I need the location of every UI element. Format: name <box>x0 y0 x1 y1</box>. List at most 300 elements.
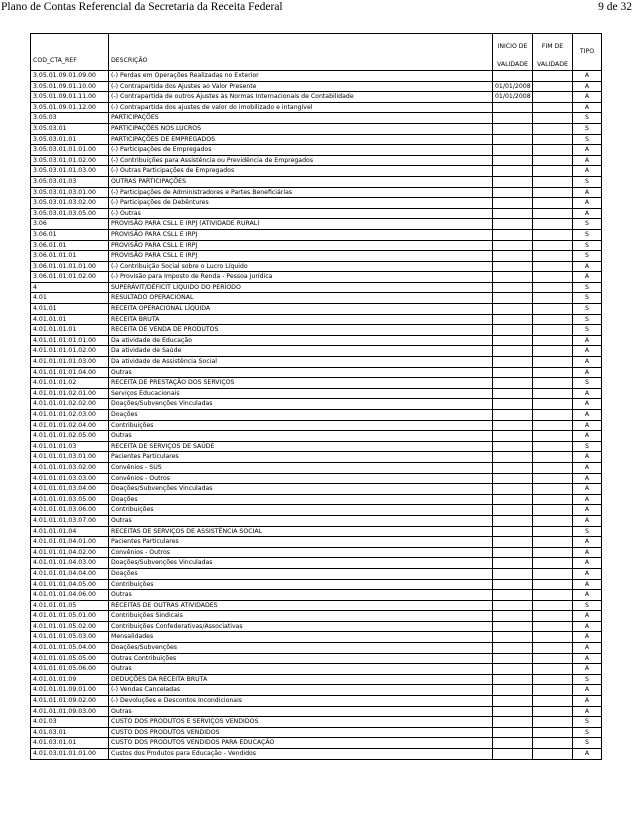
table-row <box>31 378 602 389</box>
cell-end-validity <box>533 643 573 654</box>
cell-end-validity <box>533 611 573 622</box>
cell-description: PROVISÃO PARA CSLL E IRPJ <box>109 240 493 251</box>
cell-description: Doações/Subvenções Vinculadas <box>109 399 493 410</box>
cell-end-validity <box>533 685 573 696</box>
cell-end-validity <box>533 187 573 198</box>
cell-type: A <box>573 452 602 463</box>
cell-start-validity <box>493 113 533 124</box>
cell-description: RESULTADO OPERACIONAL <box>109 293 493 304</box>
page-number: 9 de 32 <box>598 1 632 13</box>
cell-code: 4.01.01.01.01.03.00 <box>31 357 109 368</box>
cell-start-validity <box>493 749 533 760</box>
column-header-end-line2: VALIDADE <box>537 61 568 69</box>
cell-start-validity <box>493 187 533 198</box>
cell-end-validity <box>533 123 573 134</box>
table-row <box>31 240 602 251</box>
cell-start-validity <box>493 357 533 368</box>
cell-end-validity <box>533 664 573 675</box>
table-row <box>31 357 602 368</box>
cell-end-validity <box>533 304 573 315</box>
cell-type: A <box>573 81 602 92</box>
cell-start-validity <box>493 526 533 537</box>
cell-code: 4.01.01.01.05.02.00 <box>31 621 109 632</box>
cell-end-validity <box>533 251 573 262</box>
cell-code: 4.01.01.01.09.01.00 <box>31 685 109 696</box>
cell-description: (-) Devoluções e Descontos Incondicionais <box>109 696 493 707</box>
cell-type: A <box>573 696 602 707</box>
cell-end-validity <box>533 558 573 569</box>
cell-description: Convênios - Outros <box>109 547 493 558</box>
cell-type: S <box>573 113 602 124</box>
cell-type: A <box>573 494 602 505</box>
table-row <box>31 166 602 177</box>
cell-description: Convênios - SUS <box>109 462 493 473</box>
cell-code: 4.01.01.01.02.03.00 <box>31 410 109 421</box>
page-header <box>0 0 638 18</box>
cell-type: A <box>573 484 602 495</box>
cell-description: Contribuições <box>109 505 493 516</box>
cell-description: RECEITAS DE OUTRAS ATIVIDADES <box>109 600 493 611</box>
cell-code: 3.05.01.09.01.10.00 <box>31 81 109 92</box>
cell-start-validity <box>493 473 533 484</box>
cell-code: 4.01.01.01.04.06.00 <box>31 590 109 601</box>
cell-code: 4.01.03 <box>31 717 109 728</box>
cell-code: 4.01.01.01.04.05.00 <box>31 579 109 590</box>
cell-description: SUPERÁVIT/DÉFICIT LÍQUIDO DO PERÍODO <box>109 282 493 293</box>
cell-code: 4.01.01.01.09.02.00 <box>31 696 109 707</box>
document-title: Plano de Contas Referencial da Secretaria da Receita Federal <box>1 1 283 13</box>
cell-code: 4.01.03.01 <box>31 727 109 738</box>
table-row <box>31 558 602 569</box>
cell-start-validity <box>493 325 533 336</box>
cell-code: 4.01.01.01.03.07.00 <box>31 515 109 526</box>
cell-type: A <box>573 505 602 516</box>
cell-type: S <box>573 282 602 293</box>
cell-end-validity <box>533 600 573 611</box>
cell-code: 3.05.03.01.03.02.00 <box>31 198 109 209</box>
cell-start-validity <box>493 261 533 272</box>
cell-type: A <box>573 102 602 113</box>
cell-end-validity <box>533 240 573 251</box>
table-row <box>31 664 602 675</box>
table-row <box>31 219 602 230</box>
cell-end-validity <box>533 314 573 325</box>
cell-start-validity <box>493 251 533 262</box>
cell-type: S <box>573 314 602 325</box>
cell-end-validity <box>533 81 573 92</box>
cell-end-validity <box>533 579 573 590</box>
cell-start-validity <box>493 441 533 452</box>
table-row <box>31 92 602 103</box>
cell-description: Outras <box>109 590 493 601</box>
table-row <box>31 261 602 272</box>
cell-end-validity <box>533 494 573 505</box>
cell-start-validity <box>493 537 533 548</box>
cell-end-validity <box>533 113 573 124</box>
cell-description: Pacientes Particulares <box>109 452 493 463</box>
cell-start-validity <box>493 600 533 611</box>
cell-code: 4.01.01.01.01.01.00 <box>31 335 109 346</box>
cell-code: 4.01.01.01.05.04.00 <box>31 643 109 654</box>
cell-start-validity <box>493 293 533 304</box>
cell-code: 3.05.03.01 <box>31 123 109 134</box>
cell-type: S <box>573 526 602 537</box>
cell-type: S <box>573 134 602 145</box>
cell-type: A <box>573 198 602 209</box>
cell-start-validity <box>493 727 533 738</box>
cell-end-validity <box>533 452 573 463</box>
cell-end-validity <box>533 738 573 749</box>
cell-type: S <box>573 123 602 134</box>
table-row <box>31 399 602 410</box>
cell-type: A <box>573 145 602 156</box>
cell-start-validity <box>493 240 533 251</box>
cell-description: CUSTO DOS PRODUTOS E SERVIÇOS VENDIDOS <box>109 717 493 728</box>
column-header-description: DESCRIÇÃO <box>109 34 493 71</box>
table-row <box>31 208 602 219</box>
table-row <box>31 653 602 664</box>
cell-type: A <box>573 155 602 166</box>
cell-code: 3.05.01.09.01.12.00 <box>31 102 109 113</box>
cell-start-validity <box>493 452 533 463</box>
cell-code: 4.01.01.01.05.06.00 <box>31 664 109 675</box>
cell-end-validity <box>533 261 573 272</box>
cell-start-validity <box>493 71 533 82</box>
table-row <box>31 187 602 198</box>
cell-start-validity <box>493 632 533 643</box>
cell-end-validity <box>533 166 573 177</box>
cell-start-validity <box>493 123 533 134</box>
table-row <box>31 113 602 124</box>
cell-start-validity <box>493 462 533 473</box>
cell-code: 4.01.01.01.02.02.00 <box>31 399 109 410</box>
cell-end-validity <box>533 102 573 113</box>
table-row <box>31 71 602 82</box>
cell-start-validity <box>493 558 533 569</box>
table-row <box>31 706 602 717</box>
cell-end-validity <box>533 198 573 209</box>
cell-description: DEDUÇÕES DA RECEITA BRUTA <box>109 674 493 685</box>
cell-type: A <box>573 208 602 219</box>
table-row <box>31 547 602 558</box>
cell-type: A <box>573 399 602 410</box>
cell-end-validity <box>533 473 573 484</box>
cell-description: Pacientes Particulares <box>109 537 493 548</box>
cell-code: 4.01.01.01.03.05.00 <box>31 494 109 505</box>
table-row <box>31 367 602 378</box>
cell-end-validity <box>533 547 573 558</box>
table-row <box>31 441 602 452</box>
cell-code: 3.05.03.01.03 <box>31 176 109 187</box>
table-row <box>31 325 602 336</box>
cell-start-validity <box>493 378 533 389</box>
column-header-end-line1: FIM DE <box>541 42 564 50</box>
cell-start-validity <box>493 272 533 283</box>
cell-description: (-) Outras <box>109 208 493 219</box>
cell-end-validity <box>533 272 573 283</box>
cell-end-validity <box>533 399 573 410</box>
cell-start-validity <box>493 568 533 579</box>
cell-end-validity <box>533 526 573 537</box>
cell-type: A <box>573 357 602 368</box>
cell-end-validity <box>533 462 573 473</box>
cell-description: Doações/Subvenções Vinculadas <box>109 558 493 569</box>
cell-end-validity <box>533 346 573 357</box>
cell-type: S <box>573 738 602 749</box>
cell-description: RECEITA OPERACIONAL LÍQUIDA <box>109 304 493 315</box>
cell-type: S <box>573 304 602 315</box>
table-row <box>31 484 602 495</box>
cell-end-validity <box>533 653 573 664</box>
cell-end-validity <box>533 420 573 431</box>
table-row <box>31 632 602 643</box>
cell-type: A <box>573 568 602 579</box>
cell-end-validity <box>533 155 573 166</box>
cell-description: Outras Contribuições <box>109 653 493 664</box>
cell-description: (-) Participações de Administradores e Partes Beneficiárias <box>109 187 493 198</box>
cell-type: A <box>573 367 602 378</box>
table-row <box>31 155 602 166</box>
table-row <box>31 505 602 516</box>
cell-end-validity <box>533 176 573 187</box>
table-row <box>31 537 602 548</box>
cell-description: (-) Outras Participações de Empregados <box>109 166 493 177</box>
cell-type: A <box>573 685 602 696</box>
cell-type: A <box>573 653 602 664</box>
cell-code: 3.05.03.01.03.01.00 <box>31 187 109 198</box>
table-row <box>31 749 602 760</box>
cell-description: Da atividade de Assistência Social <box>109 357 493 368</box>
cell-start-validity <box>493 155 533 166</box>
cell-start-validity <box>493 420 533 431</box>
cell-type: A <box>573 537 602 548</box>
cell-start-validity <box>493 579 533 590</box>
cell-type: S <box>573 325 602 336</box>
cell-start-validity <box>493 335 533 346</box>
cell-description: Outras <box>109 367 493 378</box>
cell-end-validity <box>533 431 573 442</box>
cell-description: CUSTO DOS PRODUTOS VENDIDOS <box>109 727 493 738</box>
cell-description: (-) Contribuições para Assistência ou Previdência de Empregados <box>109 155 493 166</box>
cell-type: A <box>573 462 602 473</box>
cell-description: PARTICIPAÇÕES DE EMPREGADOS <box>109 134 493 145</box>
cell-type: A <box>573 272 602 283</box>
cell-start-validity <box>493 367 533 378</box>
cell-end-validity <box>533 674 573 685</box>
cell-start-validity <box>493 717 533 728</box>
table-row <box>31 462 602 473</box>
cell-description: PROVISÃO PARA CSLL E IRPJ <box>109 229 493 240</box>
cell-description: Outras <box>109 664 493 675</box>
cell-code: 4.01.03.01.01.01.00 <box>31 749 109 760</box>
cell-start-validity: 01/01/2008 <box>493 81 533 92</box>
cell-code: 3.05.03.01.01.01.00 <box>31 145 109 156</box>
table-row <box>31 494 602 505</box>
table-row <box>31 696 602 707</box>
cell-start-validity <box>493 346 533 357</box>
cell-description: (-) Contrapartida de outros Ajustes às Normas Internacionais de Contabilidade <box>109 92 493 103</box>
cell-code: 3.05.01.09.01.11.00 <box>31 92 109 103</box>
cell-type: A <box>573 579 602 590</box>
cell-start-validity <box>493 388 533 399</box>
cell-type: S <box>573 176 602 187</box>
cell-end-validity <box>533 325 573 336</box>
cell-description: Da atividade de Educação <box>109 335 493 346</box>
cell-end-validity <box>533 92 573 103</box>
table-row <box>31 304 602 315</box>
table-row <box>31 198 602 209</box>
cell-description: Da atividade de Saúde <box>109 346 493 357</box>
cell-code: 4.01.01 <box>31 304 109 315</box>
cell-end-validity <box>533 590 573 601</box>
table-row <box>31 102 602 113</box>
cell-code: 4.01.01.01.09 <box>31 674 109 685</box>
cell-end-validity <box>533 749 573 760</box>
cell-start-validity <box>493 664 533 675</box>
column-header-code: COD_CTA_REF <box>31 34 109 71</box>
cell-code: 3.06.01.01.01.01.00 <box>31 261 109 272</box>
cell-end-validity <box>533 441 573 452</box>
cell-start-validity <box>493 410 533 421</box>
cell-code: 4.01.01.01.03 <box>31 441 109 452</box>
column-header-start-validity <box>493 34 533 71</box>
cell-end-validity <box>533 229 573 240</box>
table-row <box>31 134 602 145</box>
cell-type: A <box>573 515 602 526</box>
table-row <box>31 621 602 632</box>
cell-description: RECEITA BRUTA <box>109 314 493 325</box>
cell-end-validity <box>533 357 573 368</box>
cell-type: S <box>573 600 602 611</box>
cell-description: CUSTO DOS PRODUTOS VENDIDOS PARA EDUCAÇÃO <box>109 738 493 749</box>
cell-end-validity <box>533 505 573 516</box>
cell-description: OUTRAS PARTICIPAÇÕES <box>109 176 493 187</box>
cell-start-validity <box>493 134 533 145</box>
cell-type: A <box>573 590 602 601</box>
cell-description: Doações <box>109 568 493 579</box>
cell-description: Doações <box>109 410 493 421</box>
cell-description: PROVISÃO PARA CSLL E IRPJ <box>109 251 493 262</box>
table-row <box>31 176 602 187</box>
cell-type: A <box>573 749 602 760</box>
cell-type: A <box>573 335 602 346</box>
table-row <box>31 229 602 240</box>
cell-description: (-) Vendas Canceladas <box>109 685 493 696</box>
cell-code: 3.05.03 <box>31 113 109 124</box>
table-row <box>31 410 602 421</box>
cell-type: S <box>573 727 602 738</box>
cell-description: (-) Participações de Debêntures <box>109 198 493 209</box>
cell-code: 4.01.01.01.04.01.00 <box>31 537 109 548</box>
cell-start-validity <box>493 494 533 505</box>
cell-start-validity <box>493 431 533 442</box>
table-header-row <box>31 34 602 71</box>
cell-code: 4.01.01.01.04.02.00 <box>31 547 109 558</box>
cell-code: 4.01.01.01.02.05.00 <box>31 431 109 442</box>
cell-start-validity <box>493 176 533 187</box>
cell-description: Doações <box>109 494 493 505</box>
cell-start-validity <box>493 208 533 219</box>
table-row <box>31 335 602 346</box>
cell-end-validity <box>533 717 573 728</box>
cell-type: A <box>573 706 602 717</box>
cell-type: S <box>573 240 602 251</box>
cell-end-validity <box>533 388 573 399</box>
cell-code: 4.01.01.01.03.03.00 <box>31 473 109 484</box>
cell-code: 4.01.01.01.05.01.00 <box>31 611 109 622</box>
cell-description: (-) Contrapartida dos Ajustes ao Valor Presente <box>109 81 493 92</box>
table-row <box>31 431 602 442</box>
cell-end-validity <box>533 208 573 219</box>
table-row <box>31 685 602 696</box>
cell-code: 4.01.01.01.02.01.00 <box>31 388 109 399</box>
cell-code: 3.05.03.01.01 <box>31 134 109 145</box>
table-row <box>31 727 602 738</box>
cell-description: (-) Contribuição Social sobre o Lucro Líquido <box>109 261 493 272</box>
table-row <box>31 81 602 92</box>
cell-code: 3.05.03.01.01.02.00 <box>31 155 109 166</box>
cell-start-validity <box>493 653 533 664</box>
table-row <box>31 314 602 325</box>
cell-code: 4.01.03.01.01 <box>31 738 109 749</box>
cell-code: 3.06.01.01 <box>31 240 109 251</box>
cell-end-validity <box>533 537 573 548</box>
cell-type: A <box>573 92 602 103</box>
cell-description: Custos dos Produtos para Educação - Vendidos <box>109 749 493 760</box>
cell-type: A <box>573 473 602 484</box>
cell-type: A <box>573 166 602 177</box>
cell-end-validity <box>533 484 573 495</box>
cell-description: RECEITA DE VENDA DE PRODUTOS <box>109 325 493 336</box>
cell-description: PARTICIPAÇÕES <box>109 113 493 124</box>
cell-code: 4.01.01.01.05.03.00 <box>31 632 109 643</box>
cell-start-validity <box>493 685 533 696</box>
cell-type: A <box>573 187 602 198</box>
table-row <box>31 579 602 590</box>
cell-description: Serviços Educacionais <box>109 388 493 399</box>
cell-code: 4.01.01.01.09.03.00 <box>31 706 109 717</box>
cell-description: (-) Provisão para Imposto de Renda - Pessoa Jurídica <box>109 272 493 283</box>
cell-code: 4.01.01.01.02.04.00 <box>31 420 109 431</box>
table-row <box>31 568 602 579</box>
cell-type: S <box>573 717 602 728</box>
cell-end-validity <box>533 219 573 230</box>
cell-end-validity <box>533 621 573 632</box>
cell-code: 4.01.01.01.01.02.00 <box>31 346 109 357</box>
table-row <box>31 346 602 357</box>
table-row <box>31 611 602 622</box>
cell-type: A <box>573 611 602 622</box>
cell-description: Contribuições <box>109 579 493 590</box>
cell-end-validity <box>533 696 573 707</box>
cell-start-validity <box>493 738 533 749</box>
cell-code: 4.01.01.01.05.05.00 <box>31 653 109 664</box>
cell-code: 4.01.01.01.04 <box>31 526 109 537</box>
cell-type: A <box>573 410 602 421</box>
cell-start-validity <box>493 643 533 654</box>
cell-end-validity <box>533 632 573 643</box>
cell-code: 4.01.01.01.03.02.00 <box>31 462 109 473</box>
cell-description: (-) Contrapartida dos ajustes de valor do imobilizado e intangível <box>109 102 493 113</box>
table-row <box>31 251 602 262</box>
cell-description: Outras <box>109 515 493 526</box>
cell-description: Doações/Subvenções Vinculadas <box>109 484 493 495</box>
cell-start-validity <box>493 282 533 293</box>
cell-type: S <box>573 219 602 230</box>
cell-end-validity <box>533 145 573 156</box>
cell-code: 3.06.01 <box>31 229 109 240</box>
cell-description: Mensalidades <box>109 632 493 643</box>
